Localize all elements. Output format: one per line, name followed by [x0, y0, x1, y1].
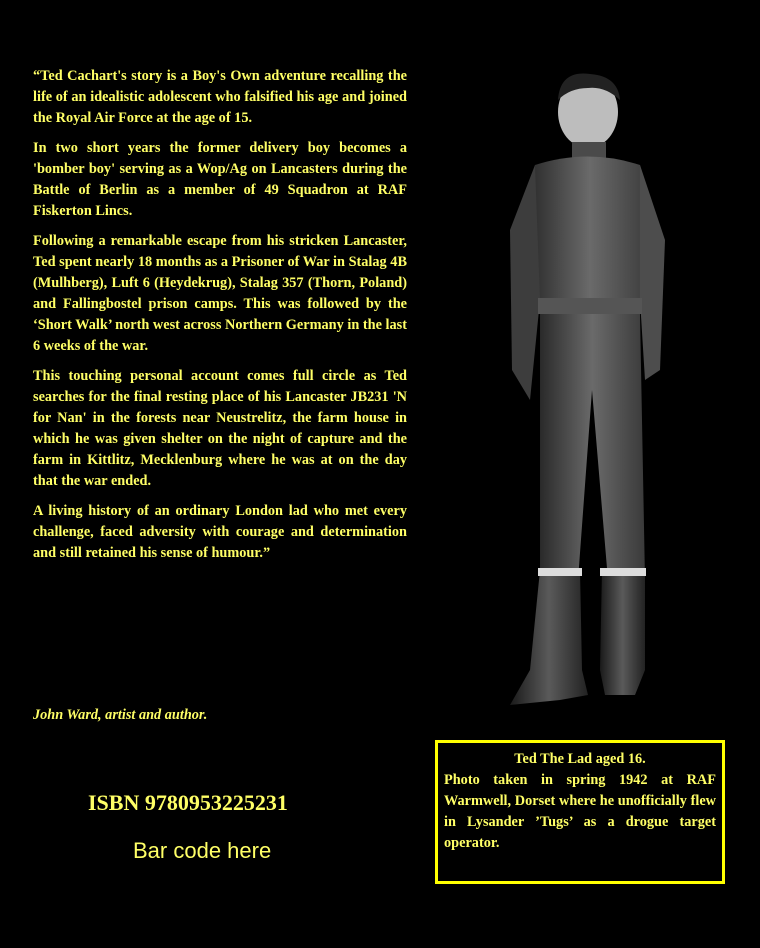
blurb-paragraph: A living history of an ordinary London lad who met every challenge, faced adversity with courage and determination and still retained his sense of humour.”	[33, 503, 407, 561]
portrait-photo	[440, 70, 700, 730]
blurb-paragraph: “Ted Cachart's story is a Boy's Own adventure recalling the life of an idealistic adolescent who falsified his age and joined the Royal Air Force at the age of 15.	[33, 68, 407, 126]
caption-body: Photo taken in spring 1942 at RAF Warmwell, Dorset where he unofficially flew in Lysander ’Tugs’ as a drogue target operator.	[444, 772, 716, 851]
back-cover-blurb	[33, 66, 407, 573]
barcode-placeholder: Bar code here	[133, 838, 272, 863]
caption-title: Ted The Lad aged 16.	[514, 751, 646, 767]
isbn-label: ISBN 9780953225231	[88, 790, 288, 815]
blurb-paragraph: In two short years the former delivery boy becomes a 'bomber boy' serving as a Wop/Ag on Lancasters during the Battle of Berlin as a member of 49 Squadron at RAF Fiskerton Lincs.	[33, 140, 407, 219]
quote-attribution: John Ward, artist and author.	[33, 707, 208, 723]
photo-caption-box	[435, 740, 725, 884]
blurb-paragraph: Following a remarkable escape from his stricken Lancaster, Ted spent nearly 18 months as a Prisoner of War in Stalag 4B (Mulhberg), Luft 6 (Heydekrug), Stalag 357 (Thorn, Poland) and Fallingbostel prison camps. This was followed by the ‘Short Walk’ north west across Northern Germany in the last 6 weeks of the war.	[33, 233, 407, 354]
blurb-paragraph: This touching personal account comes full circle as Ted searches for the final resting place of his Lancaster JB231 'N for Nan' in the forests near Neustrelitz, the farm house in which he was given shelter on the night of capture and the farm in Kittlitz, Mecklenburg where he was at on the day that the war ended.	[33, 368, 407, 489]
